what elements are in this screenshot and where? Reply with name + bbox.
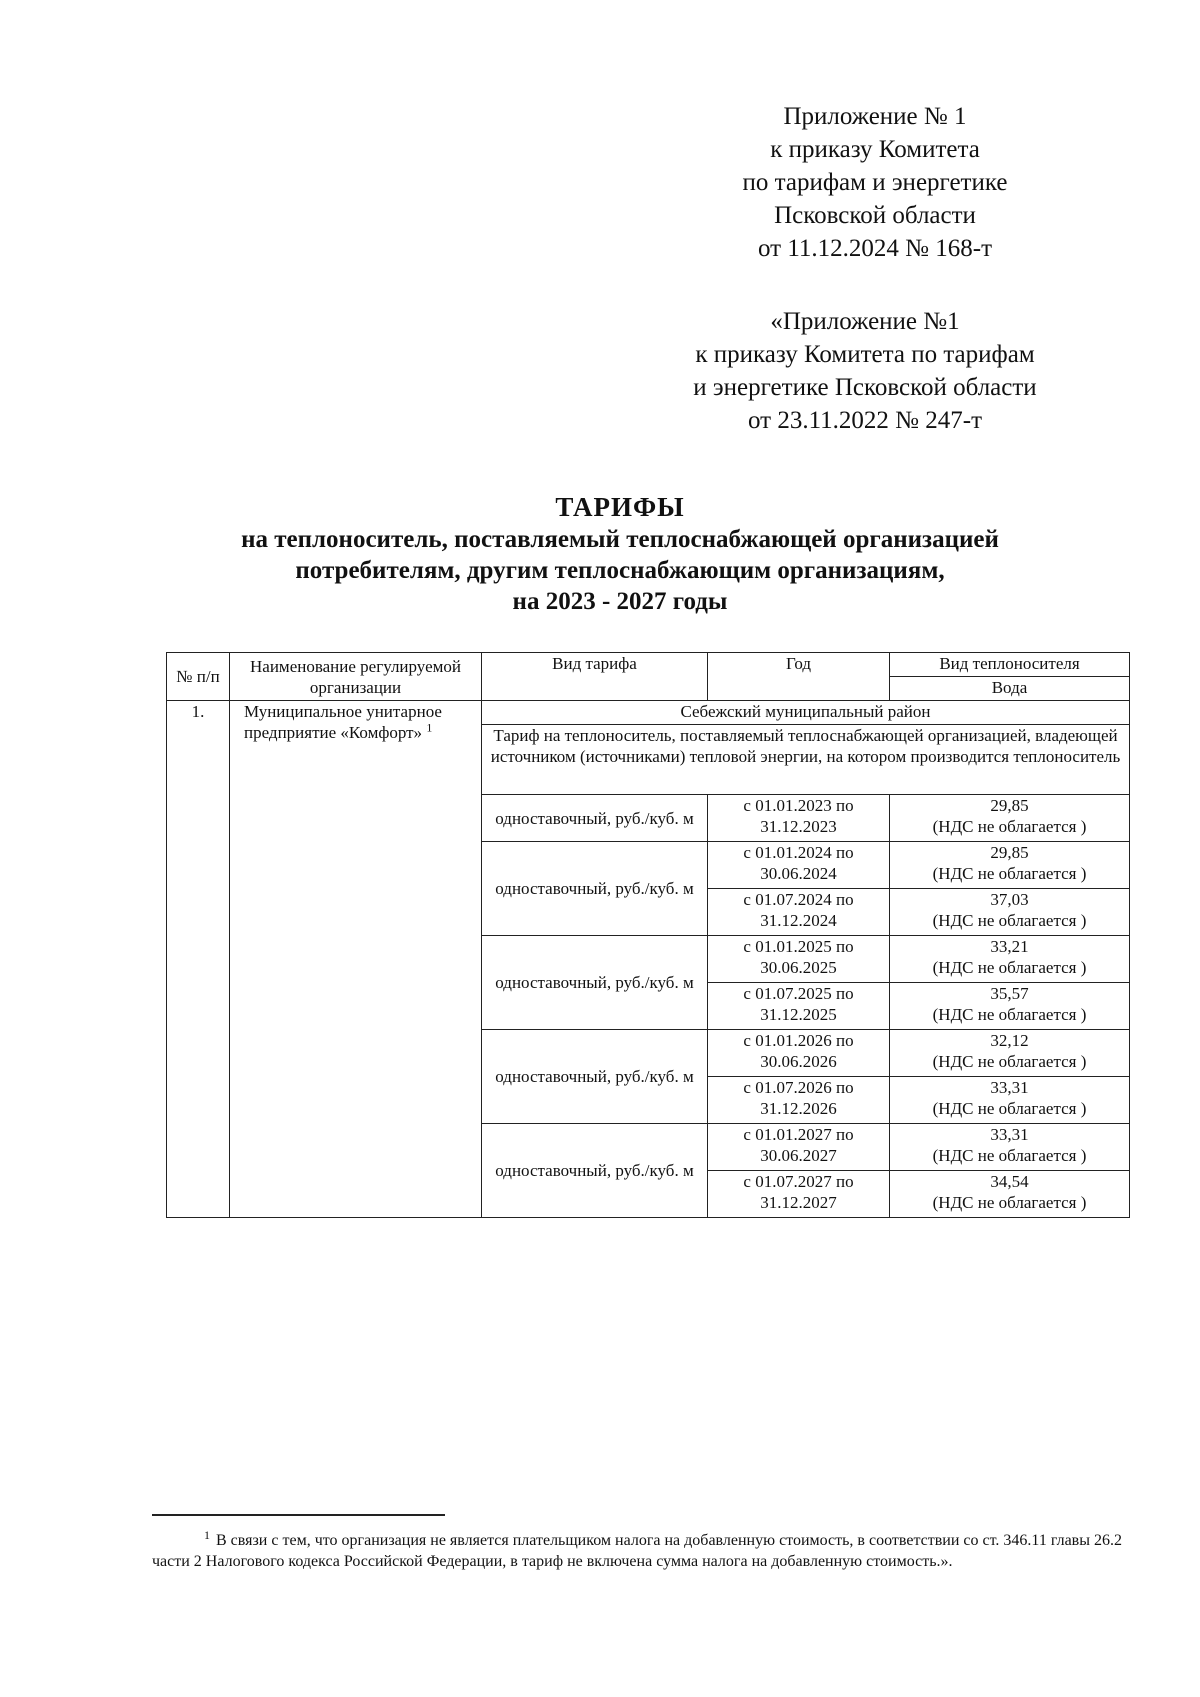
vat-note: (НДС не облагается ) xyxy=(932,817,1087,836)
appendix-line: Псковской области xyxy=(774,202,976,229)
tariff-table xyxy=(166,652,1130,1218)
period-cell: с 01.07.2025 по 31.12.2025 xyxy=(708,983,890,1030)
tariff-description: Тариф на теплоноситель, поставляемый теплоснабжающей организацией, владеющей источником (источниками) тепловой энергии, на котором производится теплоноситель xyxy=(482,725,1130,795)
tariff-value: 34,54 xyxy=(990,1172,1029,1191)
period-cell: с 01.01.2027 по 30.06.2027 xyxy=(708,1124,890,1171)
appendix-current-header xyxy=(690,100,1060,265)
period-cell: с 01.01.2026 по 30.06.2026 xyxy=(708,1030,890,1077)
period-cell: с 01.01.2024 по 30.06.2024 xyxy=(708,842,890,889)
tariff-value: 33,31 xyxy=(990,1125,1029,1144)
header-tariff-type: Вид тарифа xyxy=(482,653,708,701)
organization-name-text: Муниципальное унитарное предприятие «Комфорт» xyxy=(244,702,442,742)
tariff-type-cell: одноставочный, руб./куб. м xyxy=(482,936,708,1030)
footnote-text: В связи с тем, что организация не является плательщиком налога на добавленную стоимость, в соответствии со ст. 346.11 главы 26.2 части 2 Налогового кодекса Российской Федерации, в тариф не включена сумма налога на добавленную стоимость.». xyxy=(152,1532,1122,1570)
appendix-previous-header xyxy=(630,305,1100,437)
value-cell xyxy=(890,1124,1130,1171)
value-cell xyxy=(890,1030,1130,1077)
period-cell: с 01.07.2026 по 31.12.2026 xyxy=(708,1077,890,1124)
row-number: 1. xyxy=(167,701,230,1218)
appendix-line: к приказу Комитета по тарифам xyxy=(695,341,1035,368)
tariff-type-cell: одноставочный, руб./куб. м xyxy=(482,795,708,842)
period-cell: с 01.01.2025 по 30.06.2025 xyxy=(708,936,890,983)
header-carrier: Вид теплоносителя xyxy=(890,653,1130,677)
title-line: на теплоноситель, поставляемый теплоснабжающей организацией xyxy=(241,526,999,553)
appendix-line: и энергетике Псковской области xyxy=(693,374,1037,401)
appendix-line: от 23.11.2022 № 247-т xyxy=(747,407,983,434)
header-num: № п/п xyxy=(167,653,230,701)
title-main: ТАРИФЫ xyxy=(555,492,685,522)
appendix-line: «Приложение №1 xyxy=(770,308,960,335)
header-year: Год xyxy=(708,653,890,701)
vat-note: (НДС не облагается ) xyxy=(932,1005,1087,1024)
appendix-line: от 11.12.2024 № 168-т xyxy=(757,235,993,262)
footnote-divider xyxy=(152,1514,445,1516)
tariff-type-cell: одноставочный, руб./куб. м xyxy=(482,842,708,936)
header-org: Наименование регулируемой организации xyxy=(230,653,482,701)
footnote-ref: 1 xyxy=(426,720,433,735)
vat-note: (НДС не облагается ) xyxy=(932,1146,1087,1165)
vat-note: (НДС не облагается ) xyxy=(932,1052,1087,1071)
tariff-value: 33,21 xyxy=(990,937,1029,956)
footnote xyxy=(152,1527,1122,1572)
value-cell xyxy=(890,1077,1130,1124)
value-cell xyxy=(890,795,1130,842)
period-cell: с 01.07.2027 по 31.12.2027 xyxy=(708,1171,890,1218)
tariff-value: 33,31 xyxy=(990,1078,1029,1097)
appendix-line: Приложение № 1 xyxy=(783,103,967,130)
tariff-type-cell: одноставочный, руб./куб. м xyxy=(482,1030,708,1124)
header-carrier-water: Вода xyxy=(890,677,1130,701)
tariff-value: 35,57 xyxy=(990,984,1029,1003)
appendix-line: по тарифам и энергетике xyxy=(742,169,1008,196)
vat-note: (НДС не облагается ) xyxy=(932,864,1087,883)
vat-note: (НДС не облагается ) xyxy=(932,1193,1087,1212)
title-line: на 2023 - 2027 годы xyxy=(512,588,728,615)
period-cell: с 01.07.2024 по 31.12.2024 xyxy=(708,889,890,936)
tariff-value: 37,03 xyxy=(990,890,1029,909)
value-cell xyxy=(890,936,1130,983)
vat-note: (НДС не облагается ) xyxy=(932,958,1087,977)
value-cell xyxy=(890,983,1130,1030)
district-name: Себежский муниципальный район xyxy=(482,701,1130,725)
period-cell: с 01.01.2023 по 31.12.2023 xyxy=(708,795,890,842)
tariff-value: 29,85 xyxy=(990,796,1029,815)
tariff-value: 29,85 xyxy=(990,843,1029,862)
document-title xyxy=(160,490,1080,617)
value-cell xyxy=(890,1171,1130,1218)
appendix-line: к приказу Комитета xyxy=(770,136,980,163)
footnote-mark: 1 xyxy=(204,1527,210,1542)
title-line: потребителям, другим теплоснабжающим организациям, xyxy=(295,557,945,584)
tariff-value: 32,12 xyxy=(990,1031,1029,1050)
value-cell xyxy=(890,889,1130,936)
vat-note: (НДС не облагается ) xyxy=(932,1099,1087,1118)
vat-note: (НДС не облагается ) xyxy=(932,911,1087,930)
value-cell xyxy=(890,842,1130,889)
tariff-type-cell: одноставочный, руб./куб. м xyxy=(482,1124,708,1218)
organization-name xyxy=(230,701,482,1218)
